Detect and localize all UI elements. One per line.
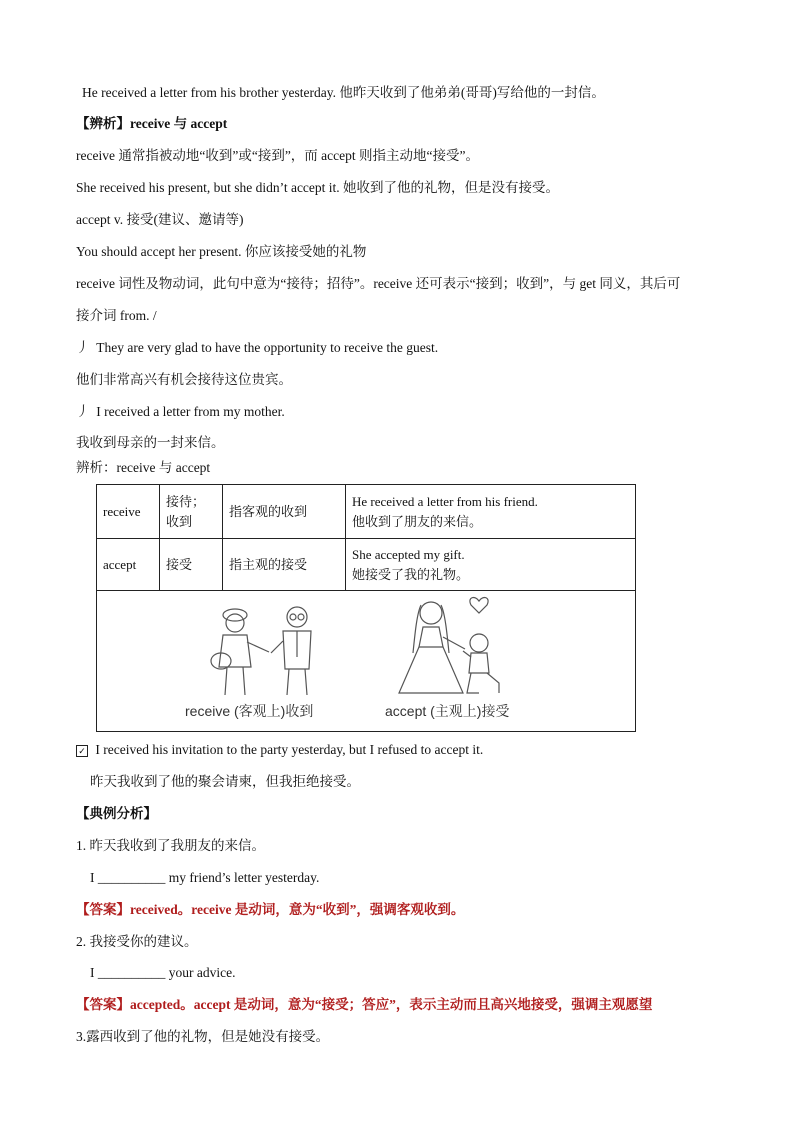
example-sentence-brother: He received a letter from his brother yesterday. 他昨天收到了他弟弟(哥哥)写给他的一封信。 [82, 85, 605, 100]
note-cell: 指主观的接受 [223, 539, 346, 591]
example-en: She accepted my gift. [352, 546, 465, 562]
note-cell: 指客观的收到 [223, 485, 346, 539]
example-sentence-present: She received his present, but she didn’t accept it. 她收到了他的礼物，但是没有接受。 [76, 180, 560, 195]
question-1: 1. 昨天我收到了我朋友的来信。 [76, 838, 265, 853]
example-invitation-translation: 昨天我收到了他的聚会请柬，但我拒绝接受。 [90, 774, 360, 789]
example-invitation-text: I received his invitation to the party yesterday, but I refused to accept it. [95, 742, 484, 757]
section-heading-discrimination: 【辨析】receive 与 accept [76, 116, 228, 131]
answer-tag: 【答案】 [76, 902, 130, 917]
answer-2 [76, 996, 652, 1014]
meaning-cell: 接待；收到 [160, 485, 223, 539]
answer-tag: 【答案】 [76, 997, 130, 1012]
meaning-cell: 接受 [160, 539, 223, 591]
example-mother [76, 403, 285, 421]
example-en: He received a letter from his friend. [352, 493, 538, 509]
example-cn: 他收到了朋友的来信。 [352, 513, 483, 529]
explanation-receive-accept: receive 通常指被动地“收到”或“接到”，而 accept 则指主动地“接受”。 [76, 148, 480, 163]
example-sentence-accept: You should accept her present. 你应该接受她的礼物 [76, 244, 367, 259]
example-cn: 她接受了我的礼物。 [352, 566, 470, 582]
answer-1-text: received。receive 是动词，意为“收到”，强调客观收到。 [130, 902, 465, 917]
table-row [97, 591, 636, 732]
example-mother-text: I received a letter from my mother. [96, 404, 285, 419]
example-guest-text: They are very glad to have the opportunity to receive the guest. [96, 340, 439, 355]
example-cell [346, 539, 636, 591]
illustration-caption-receive: receive (客观上)收到 [185, 703, 314, 719]
word-cell: accept [97, 539, 160, 591]
example-guest [76, 339, 438, 357]
comparison-table [96, 484, 636, 732]
section-heading-examples: 【典例分析】 [76, 806, 157, 821]
question-2: 2. 我接受你的建议。 [76, 934, 198, 949]
bullet-mark: 丿 [76, 404, 90, 419]
word-cell: receive [97, 485, 160, 539]
table-row [97, 539, 636, 591]
bullet-mark: 丿 [76, 340, 90, 355]
illustration-cell [97, 591, 636, 732]
answer-2-text: accepted。accept 是动词，意为“接受；答应”，表示主动而且高兴地接受，强调主观愿望 [130, 997, 653, 1012]
handshake-illustration [197, 597, 347, 699]
checkbox-icon: ✓ [76, 745, 88, 757]
table-row [97, 485, 636, 539]
question-3: 3.露西收到了他的礼物，但是她没有接受。 [76, 1029, 330, 1044]
example-invitation [76, 741, 483, 759]
receive-usage-note-cont: 接介词 from. / [76, 308, 157, 323]
illustration-caption-accept: accept (主观上)接受 [385, 703, 510, 719]
example-mother-translation: 我收到母亲的一封来信。 [76, 435, 225, 450]
proposal-illustration [387, 593, 517, 699]
example-guest-translation: 他们非常高兴有机会接待这位贵宾。 [76, 372, 292, 387]
example-cell [346, 485, 636, 539]
question-1-blank: I __________ my friend’s letter yesterday. [90, 870, 320, 885]
accept-definition: accept v. 接受(建议、邀请等) [76, 212, 244, 227]
answer-1 [76, 901, 464, 919]
table-caption: 辨析：receive 与 accept [76, 460, 211, 475]
receive-usage-note: receive 词性及物动词，此句中意为“接待；招待”。receive 还可表示“接到；收到”，与 get 同义，其后可 [76, 276, 681, 291]
question-2-blank: I __________ your advice. [90, 965, 236, 980]
